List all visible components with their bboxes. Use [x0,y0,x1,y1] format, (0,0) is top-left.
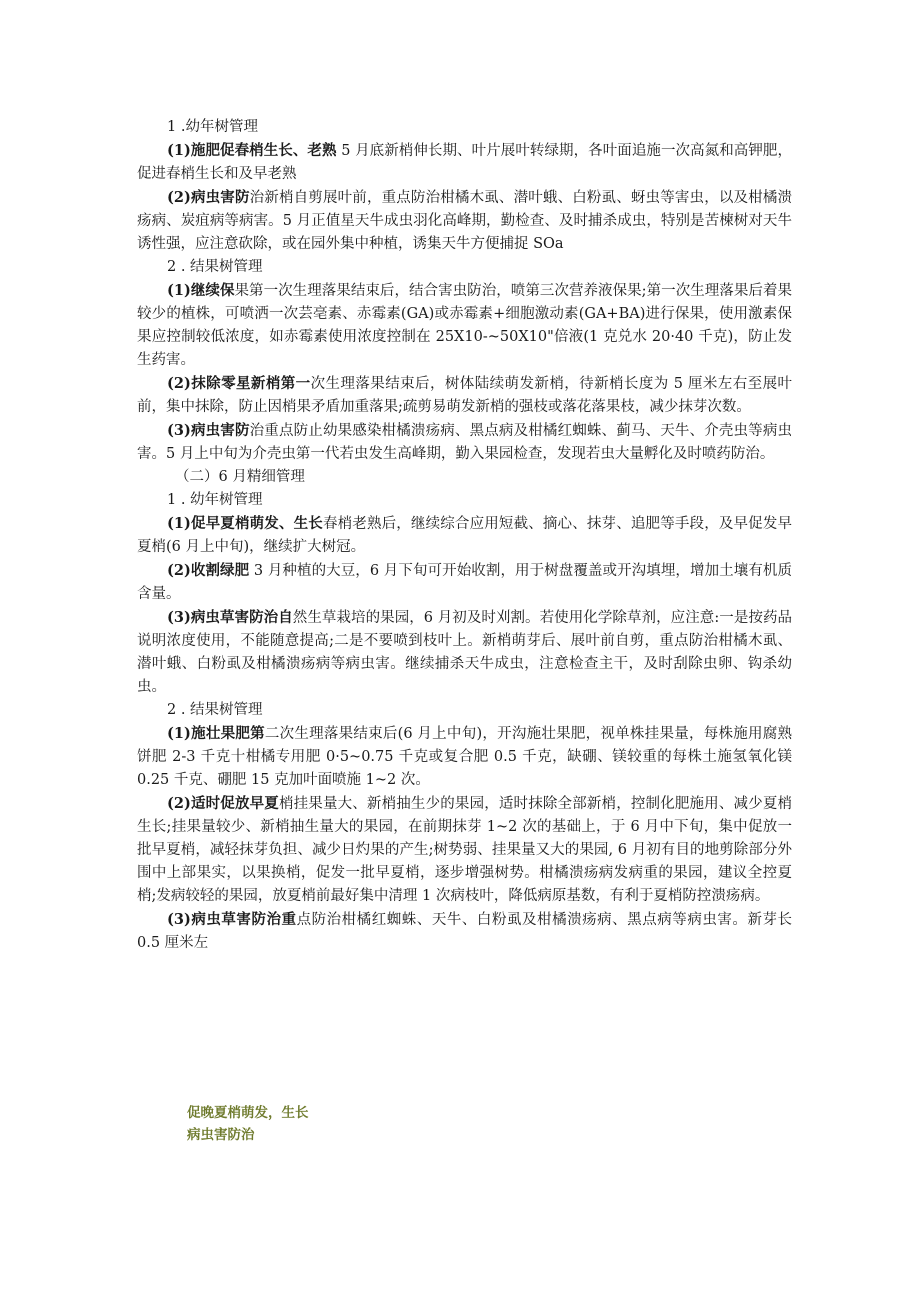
paragraph-green-manure [137,559,792,606]
footer-notes [187,1102,487,1146]
paragraph-lead: (3)病虫草害防治自 [167,609,293,626]
paragraph-pest-control-2 [137,419,792,466]
document-body [137,116,792,955]
paragraph-text: 春梢老熟后，继续综合应用短截、摘心、抹芽、追肥等手段，及早促发早夏梢(6 月上中旬)，继续扩大树冠。 [137,516,793,555]
paragraph-lead: (2)抹除零星新梢第一 [167,375,311,392]
paragraph-lead: (3)病虫草害防治重 [167,911,297,928]
paragraph-lead: (1)施壮果肥第 [167,725,265,742]
paragraph-text: 梢挂果量大、新梢抽生少的果园，适时抹除全部新梢，控制化肥施用、减少夏梢生长;挂果量较少、新梢抽生量大的果园，在前期抹芽 1~2 次的基础上，于 6 月中下旬，集中促放一批早夏梢，减轻抹芽负担、减少日灼果的产生;树势弱、挂果量又大的果园, 6 月初有目的地剪除部分外围中上部果实，以果换梢，促发一批早夏梢，逐步增强树势。柑橘溃疡病发病重的果园，建议全控夏梢;发病较轻的果园，放夏梢前最好集中清理 1 次病枝叶，降低病原基数，有利于夏梢防控溃疡病。 [137,796,792,904]
paragraph-lead: (2)适时促放早夏 [167,795,279,812]
heading-young-tree-1: 1 .幼年树管理 [167,119,258,135]
paragraph-text: 点防治柑橘红蜘蛛、天牛、白粉虱及柑橘溃疡病、黑点病等病虫害。新芽长 0.5 厘米左 [137,912,793,951]
paragraph-lead: (1)继续保 [167,282,235,299]
paragraph-text: 3 月种植的大豆，6 月下旬可开始收割，用于树盘覆盖或开沟填埋，增加土壤有机质含量。 [137,563,792,602]
paragraph-text: 治重点防止幼果感染柑橘溃疡病、黑点病及柑橘红蜘蛛、蓟马、天牛、介壳虫等病虫害。5 月上中旬为介壳虫第一代若虫发生高峰期，勤入果园检查，发现若虫大量孵化及时喷药防治。 [137,423,793,462]
paragraph-text: 次生理落果结束后，树体陆续萌发新梢，待新梢长度为 5 厘米左右至展叶前，集中抹除，防止因梢果矛盾加重落果;疏剪易萌发新梢的强枝或落花落果枝，减少抹芽次数。 [137,376,792,415]
paragraph-lead: (2)收割绿肥 [167,562,250,579]
paragraph-strong-fruit-fertilizer [137,722,792,792]
note-line-2: 病虫害防治 [187,1127,255,1143]
heading-june-management: （二）6 月精细管理 [175,469,305,485]
heading-fruit-tree-1: 2 . 结果树管理 [167,259,263,275]
paragraph-text: 治新梢自剪展叶前，重点防治柑橘木虱、潜叶蛾、白粉虱、蚜虫等害虫，以及柑橘溃疡病、炭疽病等病害。5 月正值星天牛成虫羽化高峰期，勤检查、及时捕杀成虫，特别是苦楝树对天牛诱性强，应注意砍除，或在园外集中种植，诱集天牛方便捕捉 SOa [137,190,793,252]
paragraph-pest-control-1 [137,186,792,256]
paragraph-text: 果第一次生理落果结束后，结合害虫防治，喷第三次营养液保果;第一次生理落果后着果较少的植株，可喷洒一次芸亳素、赤霉素(GA)或赤霉素+细胞激动素(GA+BA)进行保果，使用激素保果应控制较低浓度，如赤霉素使用浓度控制在 25X10-~50X10"倍液(1 克兑水 20·40 千克)，防止发生药害。 [137,283,792,368]
paragraph-text: 然生草栽培的果园，6 月初及时刈割。若使用化学除草剂，应注意:一是按药品说明浓度使用，不能随意提高;二是不要喷到枝叶上。新梢萌芽后、展叶前自剪，重点防治柑橘木虱、潜叶蛾、白粉虱及柑橘溃疡病等病虫害。继续捕杀天牛成虫，注意检查主干，及时刮除虫卵、钩杀幼虫。 [137,610,792,695]
paragraph-lead: (1)施肥促春梢生长、老熟 [167,142,337,159]
paragraph-lead: (1)促早夏梢萌发、生长 [167,515,323,532]
paragraph-fertilize [137,139,792,186]
note-line-1: 促晚夏梢萌发，生长 [187,1105,309,1121]
heading-young-tree-2: 1 . 幼年树管理 [167,492,263,508]
paragraph-early-summer-shoots [137,512,792,559]
paragraph-pest-weed-control [137,908,792,955]
paragraph-weed-control [137,606,792,699]
paragraph-text: 二次生理落果结束后(6 月上中旬)，开沟施壮果肥，视单株挂果量，每株施用腐熟饼肥 2-3 千克十柑橘专用肥 0·5~0.75 千克或复合肥 0.5 千克，缺硼、镁较重的每株土施氢氧化镁 0.25 千克、硼肥 15 克加叶面喷施 1~2 次。 [137,726,792,788]
paragraph-lead: (2)病虫害防 [167,189,250,206]
heading-fruit-tree-2: 2 . 结果树管理 [167,702,263,718]
paragraph-text: 5 月底新梢伸长期、叶片展叶转绿期，各叶面追施一次高氮和高钾肥，促进春梢生长和及早老熟 [137,143,792,182]
paragraph-lead: (3)病虫害防 [167,422,250,439]
paragraph-fruit-keep [137,279,792,372]
paragraph-early-summer-release [137,792,792,908]
paragraph-remove-shoots [137,372,792,419]
